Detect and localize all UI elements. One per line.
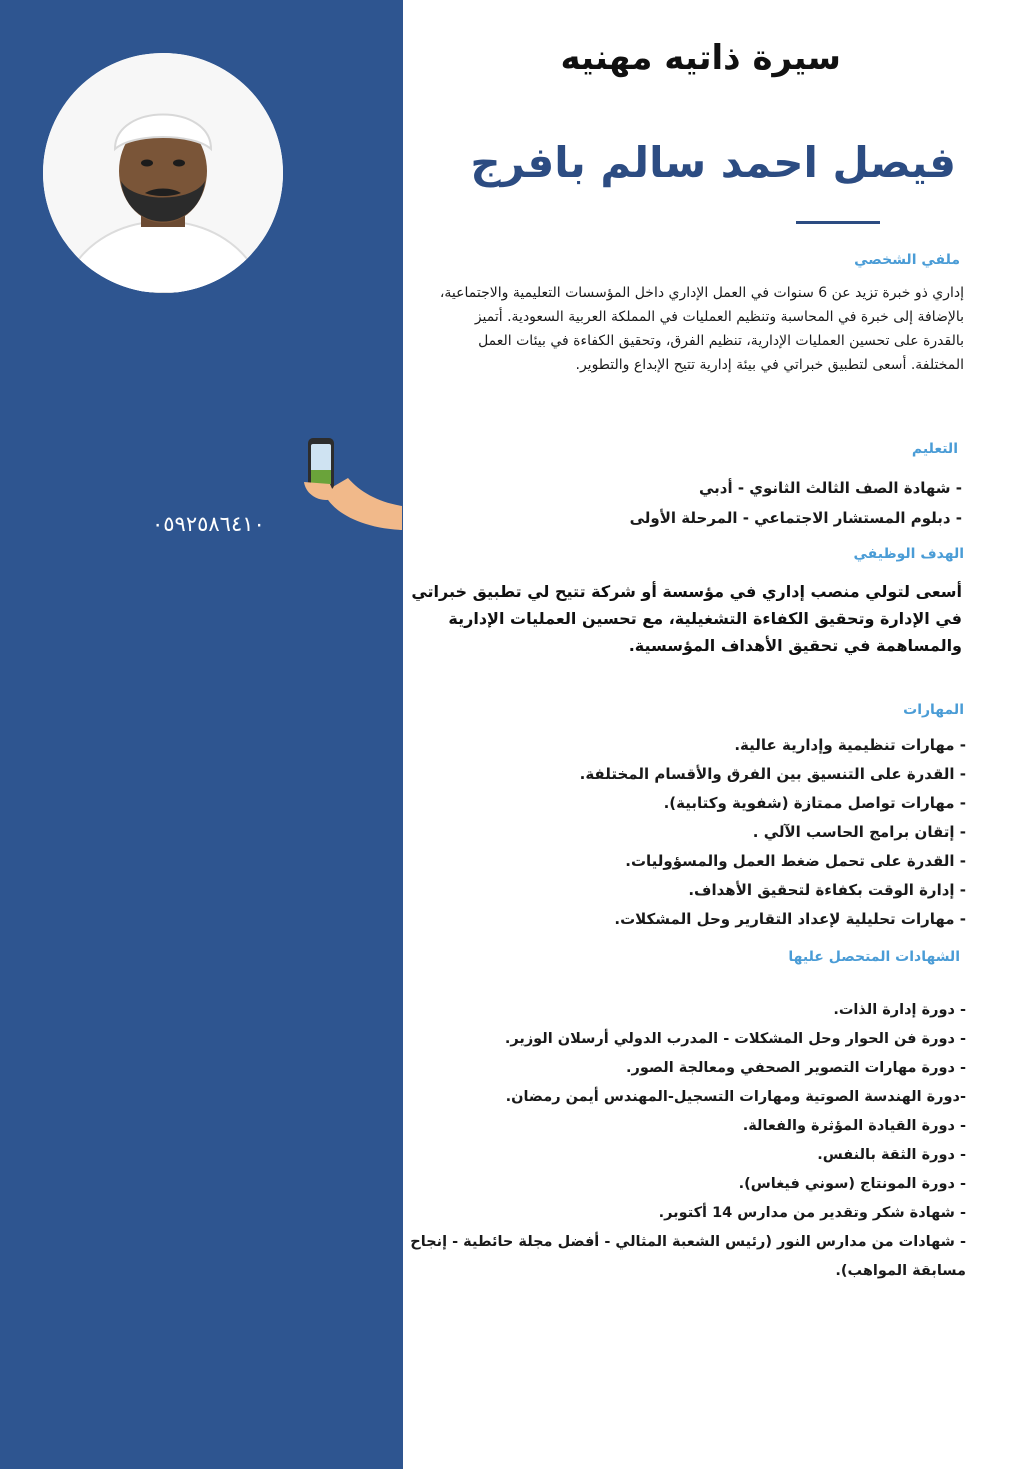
- certificates-list: [406, 996, 966, 1286]
- list-item: - دورة مهارات التصوير الصحفي ومعالجة الصور.: [626, 1060, 966, 1076]
- education-title: التعليم: [911, 441, 958, 457]
- objective-text: أسعى لتولي منصب إداري في مؤسسة أو شركة تتيح لي تطبيق خبراتي في الإدارة وتحقيق الكفاءة التشغيلية، مع تحسين العمليات الإدارية والمساهمة في تحقيق الأهداف المؤسسية.: [411, 582, 962, 655]
- list-item: - مهارات تواصل ممتازة (شفوية وكتابية).: [663, 794, 966, 812]
- person-portrait-icon: [43, 53, 283, 293]
- list-item: - دورة إدارة الذات.: [833, 1002, 966, 1018]
- document-title: سيرة ذاتيه مهنيه: [560, 38, 841, 78]
- list-item: - مهارات تنظيمية وإدارية عالية.: [734, 736, 966, 754]
- list-item: - إتقان برامج الحاسب الآلي .: [752, 823, 966, 841]
- list-item: - دورة الثقة بالنفس.: [817, 1147, 966, 1163]
- education-list: [462, 473, 962, 533]
- profile-title: ملفي الشخصي: [854, 252, 960, 268]
- list-item: - شهادات من مدارس النور (رئيس الشعبة المثالي - أفضل مجلة حائطية - إنجاح مسابقة المواهب).: [410, 1234, 966, 1279]
- phone-number: ٠٥٩٢٥٨٦٤١٠: [152, 512, 265, 536]
- title-divider: [796, 221, 880, 224]
- sidebar: [0, 0, 403, 1469]
- list-item: -دورة الهندسة الصوتية ومهارات التسجيل-المهندس أيمن رمضان.: [505, 1089, 966, 1105]
- certificates-title: الشهادات المتحصل عليها: [788, 949, 960, 965]
- list-item: - القدرة على تحمل ضغط العمل والمسؤوليات.: [625, 852, 966, 870]
- list-item: - القدرة على التنسيق بين الفرق والأقسام المختلفة.: [579, 765, 966, 783]
- profile-photo: [43, 53, 283, 293]
- list-item: - دورة القيادة المؤثرة والفعالة.: [742, 1118, 966, 1134]
- list-item: - شهادة الصف الثالث الثانوي - أدبي: [698, 479, 962, 497]
- phone-in-hand-icon: [300, 432, 402, 532]
- person-name: فيصل احمد سالم بافرج: [470, 138, 956, 187]
- list-item: - إدارة الوقت بكفاءة لتحقيق الأهداف.: [688, 881, 966, 899]
- list-item: - شهادة شكر وتقدير من مدارس 14 أكتوبر.: [658, 1205, 966, 1221]
- profile-text: إداري ذو خبرة تزيد عن 6 سنوات في العمل الإداري داخل المؤسسات التعليمية والاجتماعية، بالإضافة إلى خبرة في المحاسبة وتنظيم العمليات في المملكة العربية السعودية. أتميز بالقدرة على تحسين العمليات الإدارية، تنظيم الفرق، وتحقيق الكفاءة في بيئات العمل المختلفة. أسعى لتطبيق خبراتي في بيئة إدارية تتيح الإبداع والتطوير.: [439, 285, 964, 373]
- list-item: - دورة المونتاج (سوني فيغاس).: [738, 1176, 966, 1192]
- list-item: - دورة فن الحوار وحل المشكلات - المدرب الدولي أرسلان الوزير.: [504, 1031, 966, 1047]
- skills-list: [426, 731, 966, 934]
- objective-title: الهدف الوظيفي: [853, 546, 964, 562]
- list-item: - مهارات تحليلية لإعداد التقارير وحل المشكلات.: [614, 910, 966, 928]
- list-item: - دبلوم المستشار الاجتماعي - المرحلة الأولى: [629, 509, 962, 527]
- skills-title: المهارات: [903, 702, 964, 718]
